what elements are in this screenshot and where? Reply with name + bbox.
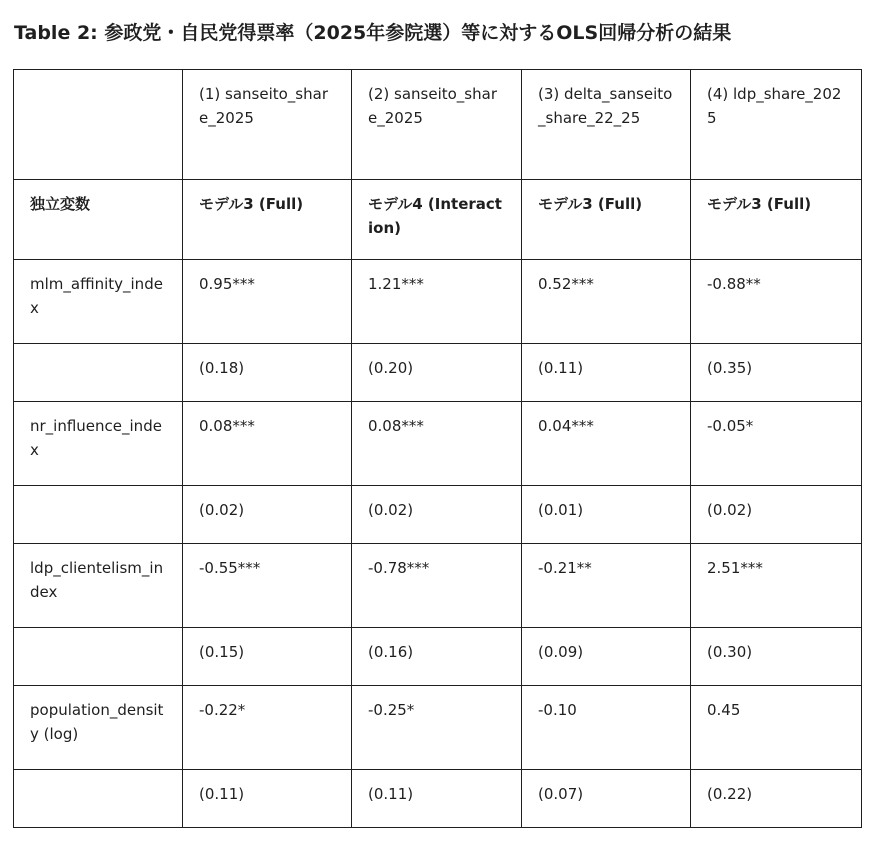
- independent-variable-label: 独立変数: [14, 180, 183, 260]
- standard-error-cell: (0.07): [522, 770, 691, 828]
- standard-error-cell: (0.18): [183, 344, 352, 402]
- standard-error-row: [14, 486, 862, 544]
- model-label-4: モデル3 (Full): [691, 180, 862, 260]
- coefficient-row: [14, 544, 862, 628]
- model-label-3: モデル3 (Full): [522, 180, 691, 260]
- column-header-row: [14, 70, 862, 180]
- coefficient-cell: -0.10: [522, 686, 691, 770]
- empty-cell: [14, 770, 183, 828]
- standard-error-cell: (0.11): [522, 344, 691, 402]
- coefficient-row: [14, 686, 862, 770]
- column-header-empty: [14, 70, 183, 180]
- standard-error-cell: (0.15): [183, 628, 352, 686]
- coefficient-row: [14, 260, 862, 344]
- coefficient-cell: -0.78***: [352, 544, 522, 628]
- coefficient-cell: 0.04***: [522, 402, 691, 486]
- standard-error-cell: (0.30): [691, 628, 862, 686]
- column-header-2: (2) sanseito_share_2025: [352, 70, 522, 180]
- empty-cell: [14, 486, 183, 544]
- coefficient-cell: -0.25*: [352, 686, 522, 770]
- table-title: Table 2: 参政党・自民党得票率（2025年参院選）等に対するOLS回帰分析の結果: [14, 22, 732, 44]
- standard-error-cell: (0.02): [352, 486, 522, 544]
- coefficient-cell: 0.95***: [183, 260, 352, 344]
- coefficient-cell: -0.22*: [183, 686, 352, 770]
- standard-error-cell: (0.01): [522, 486, 691, 544]
- standard-error-cell: (0.11): [352, 770, 522, 828]
- standard-error-cell: (0.20): [352, 344, 522, 402]
- regression-table: [13, 69, 862, 828]
- coefficient-cell: -0.88**: [691, 260, 862, 344]
- column-header-4: (4) ldp_share_2025: [691, 70, 862, 180]
- model-row: [14, 180, 862, 260]
- model-label-2: モデル4 (Interaction): [352, 180, 522, 260]
- coefficient-cell: 0.08***: [352, 402, 522, 486]
- standard-error-row: [14, 344, 862, 402]
- coefficient-cell: 0.52***: [522, 260, 691, 344]
- standard-error-row: [14, 770, 862, 828]
- coefficient-cell: 0.08***: [183, 402, 352, 486]
- column-header-1: (1) sanseito_share_2025: [183, 70, 352, 180]
- coefficient-cell: -0.05*: [691, 402, 862, 486]
- standard-error-cell: (0.09): [522, 628, 691, 686]
- coefficient-cell: -0.55***: [183, 544, 352, 628]
- standard-error-cell: (0.35): [691, 344, 862, 402]
- coefficient-cell: 0.45: [691, 686, 862, 770]
- standard-error-row: [14, 628, 862, 686]
- standard-error-cell: (0.16): [352, 628, 522, 686]
- coefficient-row: [14, 402, 862, 486]
- standard-error-cell: (0.02): [183, 486, 352, 544]
- standard-error-cell: (0.11): [183, 770, 352, 828]
- column-header-3: (3) delta_sanseito_share_22_25: [522, 70, 691, 180]
- empty-cell: [14, 628, 183, 686]
- model-label-1: モデル3 (Full): [183, 180, 352, 260]
- variable-name: mlm_affinity_index: [14, 260, 183, 344]
- variable-name: nr_influence_index: [14, 402, 183, 486]
- standard-error-cell: (0.22): [691, 770, 862, 828]
- coefficient-cell: 2.51***: [691, 544, 862, 628]
- empty-cell: [14, 344, 183, 402]
- variable-name: population_density (log): [14, 686, 183, 770]
- standard-error-cell: (0.02): [691, 486, 862, 544]
- variable-name: ldp_clientelism_index: [14, 544, 183, 628]
- coefficient-cell: -0.21**: [522, 544, 691, 628]
- coefficient-cell: 1.21***: [352, 260, 522, 344]
